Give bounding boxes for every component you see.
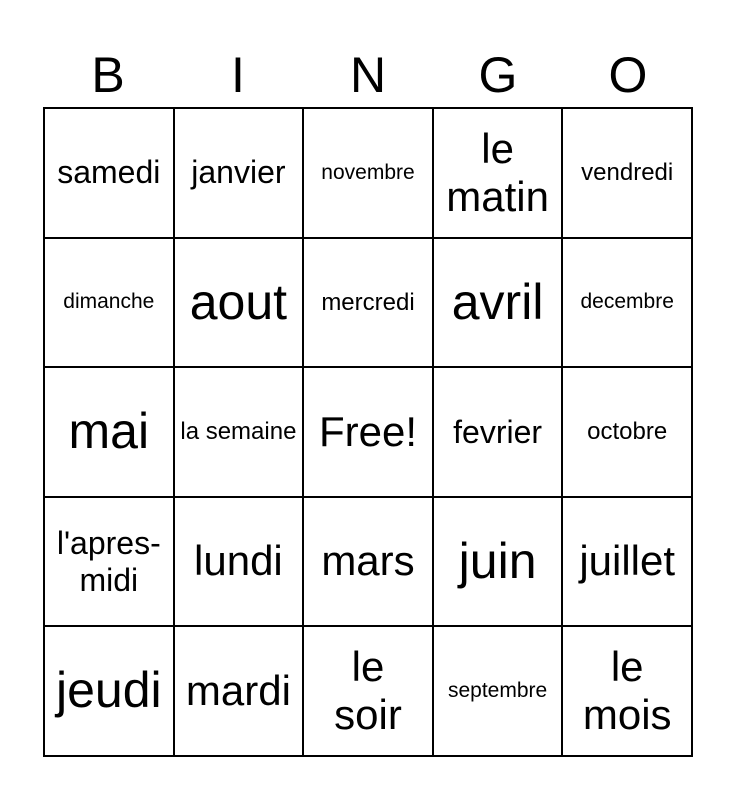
bingo-cell[interactable] (303, 626, 433, 756)
header-letter-o: O (608, 47, 648, 103)
cell-text: janvier (191, 154, 286, 191)
cell-text: samedi (57, 154, 161, 191)
bingo-cell[interactable] (433, 367, 563, 497)
cell-text: mai (68, 403, 150, 460)
bingo-header (43, 42, 693, 108)
header-letter-g: G (478, 47, 518, 103)
cell-text: octobre (587, 418, 668, 446)
cell-text: le matin (446, 124, 549, 220)
free-space-cell[interactable] (303, 367, 433, 497)
cell-text: vendredi (581, 159, 674, 186)
cell-text: juin (458, 532, 537, 589)
bingo-cell[interactable] (303, 108, 433, 238)
bingo-cell[interactable] (562, 626, 692, 756)
cell-text: jeudi (55, 662, 162, 719)
bingo-cell[interactable] (433, 626, 563, 756)
bingo-cell[interactable] (44, 626, 174, 756)
cell-text: le soir (334, 642, 402, 739)
cell-text: la semaine (180, 418, 297, 446)
free-space-text: Free! (318, 407, 417, 455)
bingo-cell[interactable] (562, 367, 692, 497)
bingo-board (43, 107, 693, 757)
header-letter-b: B (91, 47, 125, 103)
cell-text: lundi (194, 537, 283, 585)
bingo-cell[interactable] (44, 108, 174, 238)
cell-text: mercredi (321, 288, 415, 316)
bingo-cell[interactable] (562, 497, 692, 627)
cell-text: mars (321, 537, 415, 585)
bingo-cell[interactable] (433, 238, 563, 368)
cell-text: l'apres-midi (56, 524, 161, 598)
cell-text: decembre (580, 290, 674, 314)
bingo-cell[interactable] (44, 497, 174, 627)
bingo-cell[interactable] (44, 238, 174, 368)
bingo-cell[interactable] (174, 367, 304, 497)
cell-text: fevrier (453, 413, 543, 450)
cell-text: avril (451, 273, 544, 330)
bingo-cell[interactable] (433, 108, 563, 238)
header-letter-i: I (231, 47, 245, 103)
cell-text: novembre (321, 160, 415, 184)
bingo-cell[interactable] (303, 238, 433, 368)
cell-text: dimanche (63, 290, 155, 314)
bingo-cell[interactable] (174, 108, 304, 238)
cell-text: mardi (185, 667, 291, 715)
header-letter-n: N (349, 47, 387, 103)
bingo-cell[interactable] (174, 238, 304, 368)
bingo-cell[interactable] (44, 367, 174, 497)
cell-text: le mois (582, 642, 672, 739)
bingo-cell[interactable] (303, 497, 433, 627)
cell-text: septembre (447, 679, 548, 703)
bingo-cell[interactable] (174, 626, 304, 756)
bingo-cell[interactable] (433, 497, 563, 627)
bingo-cell[interactable] (562, 238, 692, 368)
cell-text: juillet (579, 537, 676, 585)
cell-text: aout (189, 273, 288, 330)
bingo-cell[interactable] (562, 108, 692, 238)
bingo-cell[interactable] (174, 497, 304, 627)
